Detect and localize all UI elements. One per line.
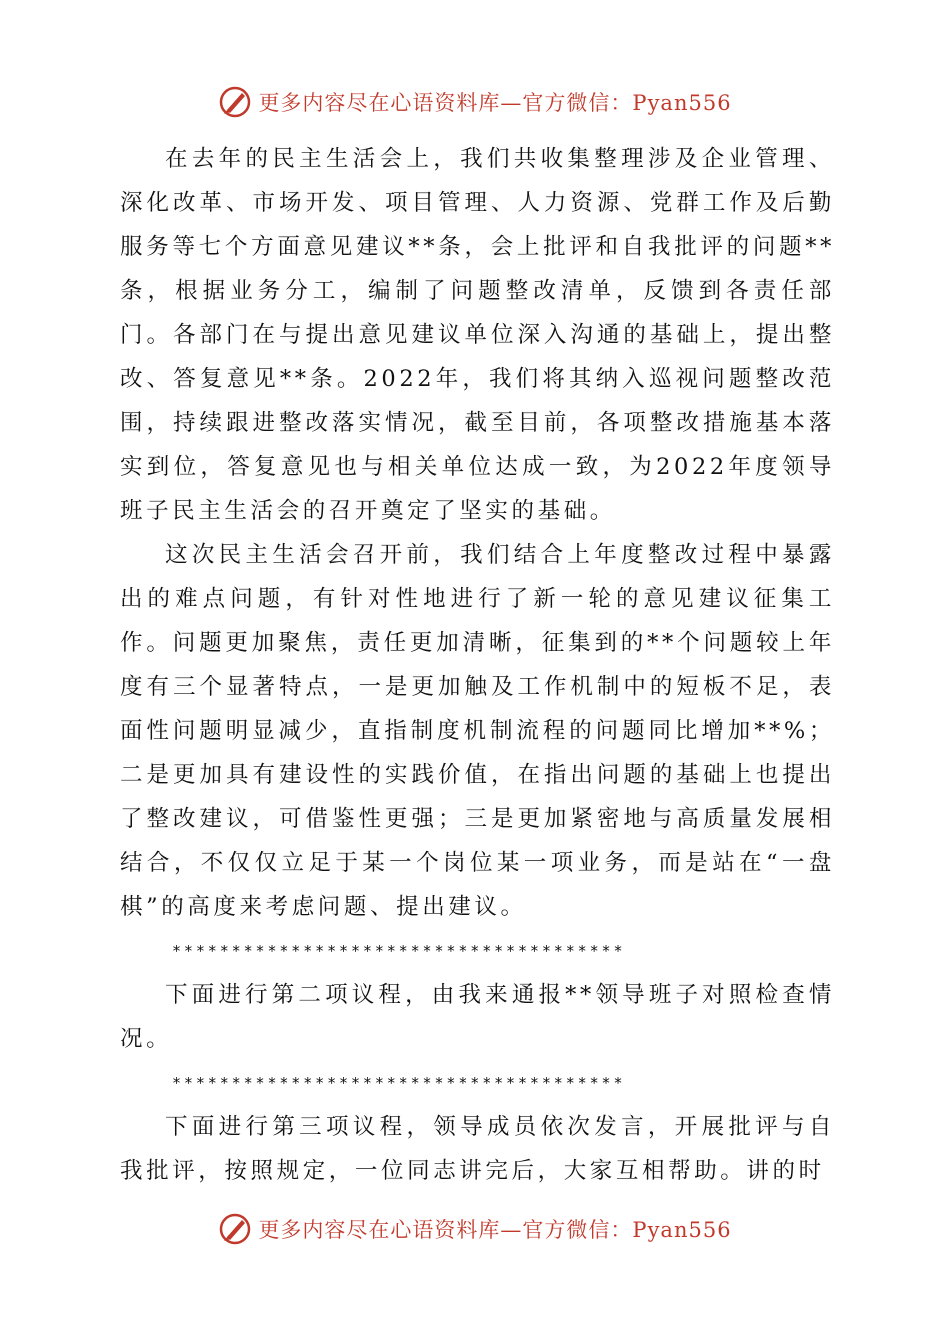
watermark-header	[0, 82, 950, 122]
paragraph: 这次民主生活会召开前，我们结合上年度整改过程中暴露出的难点问题，有针对性地进行了新一轮的意见建议征集工作。问题更加聚焦，责任更加清晰，征集到的**个问题较上年度有三个显著特点，一是更加触及工作机制中的短板不足，表面性问题明显减少，直指制度机制流程的问题同比增加**%；二是更加具有建设性的实践价值，在指出问题的基础上也提出了整改建议，可借鉴性更强；三是更加紧密地与高质量发展相结合，不仅仅立足于某一个岗位某一项业务，而是站在“一盘棋”的高度来考虑问题、提出建议。	[120, 542, 835, 920]
pen-logo-icon	[218, 85, 252, 119]
watermark-text: 更多内容尽在心语资料库—官方微信：Pyan556	[258, 91, 732, 115]
paragraph: 在去年的民主生活会上，我们共收集整理涉及企业管理、深化改革、市场开发、项目管理、人力资源、党群工作及后勤服务等七个方面意见建议**条，会上批评和自我批评的问题**条，根据业务分工，编制了问题整改清单，反馈到各责任部门。各部门在与提出意见建议单位深入沟通的基础上，提出整改、答复意见**条。2022年，我们将其纳入巡视问题整改范围，持续跟进整改落实情况，截至目前，各项整改措施基本落实到位，答复意见也与相关单位达成一致，为2022年度领导班子民主生活会的召开奠定了坚实的基础。	[120, 146, 835, 524]
pen-logo-icon	[218, 1212, 252, 1246]
separator-asterisks: **************************************	[172, 1074, 626, 1092]
watermark-footer	[0, 1209, 950, 1249]
separator-asterisks: **************************************	[172, 942, 626, 960]
paragraph: 下面进行第二项议程，由我来通报**领导班子对照检查情况。	[120, 982, 835, 1052]
document-body	[120, 137, 835, 1193]
paragraph: 下面进行第三项议程，领导成员依次发言，开展批评与自我批评，按照规定，一位同志讲完后，大家互相帮助。讲的时	[120, 1114, 835, 1184]
watermark-text: 更多内容尽在心语资料库—官方微信：Pyan556	[258, 1218, 732, 1242]
